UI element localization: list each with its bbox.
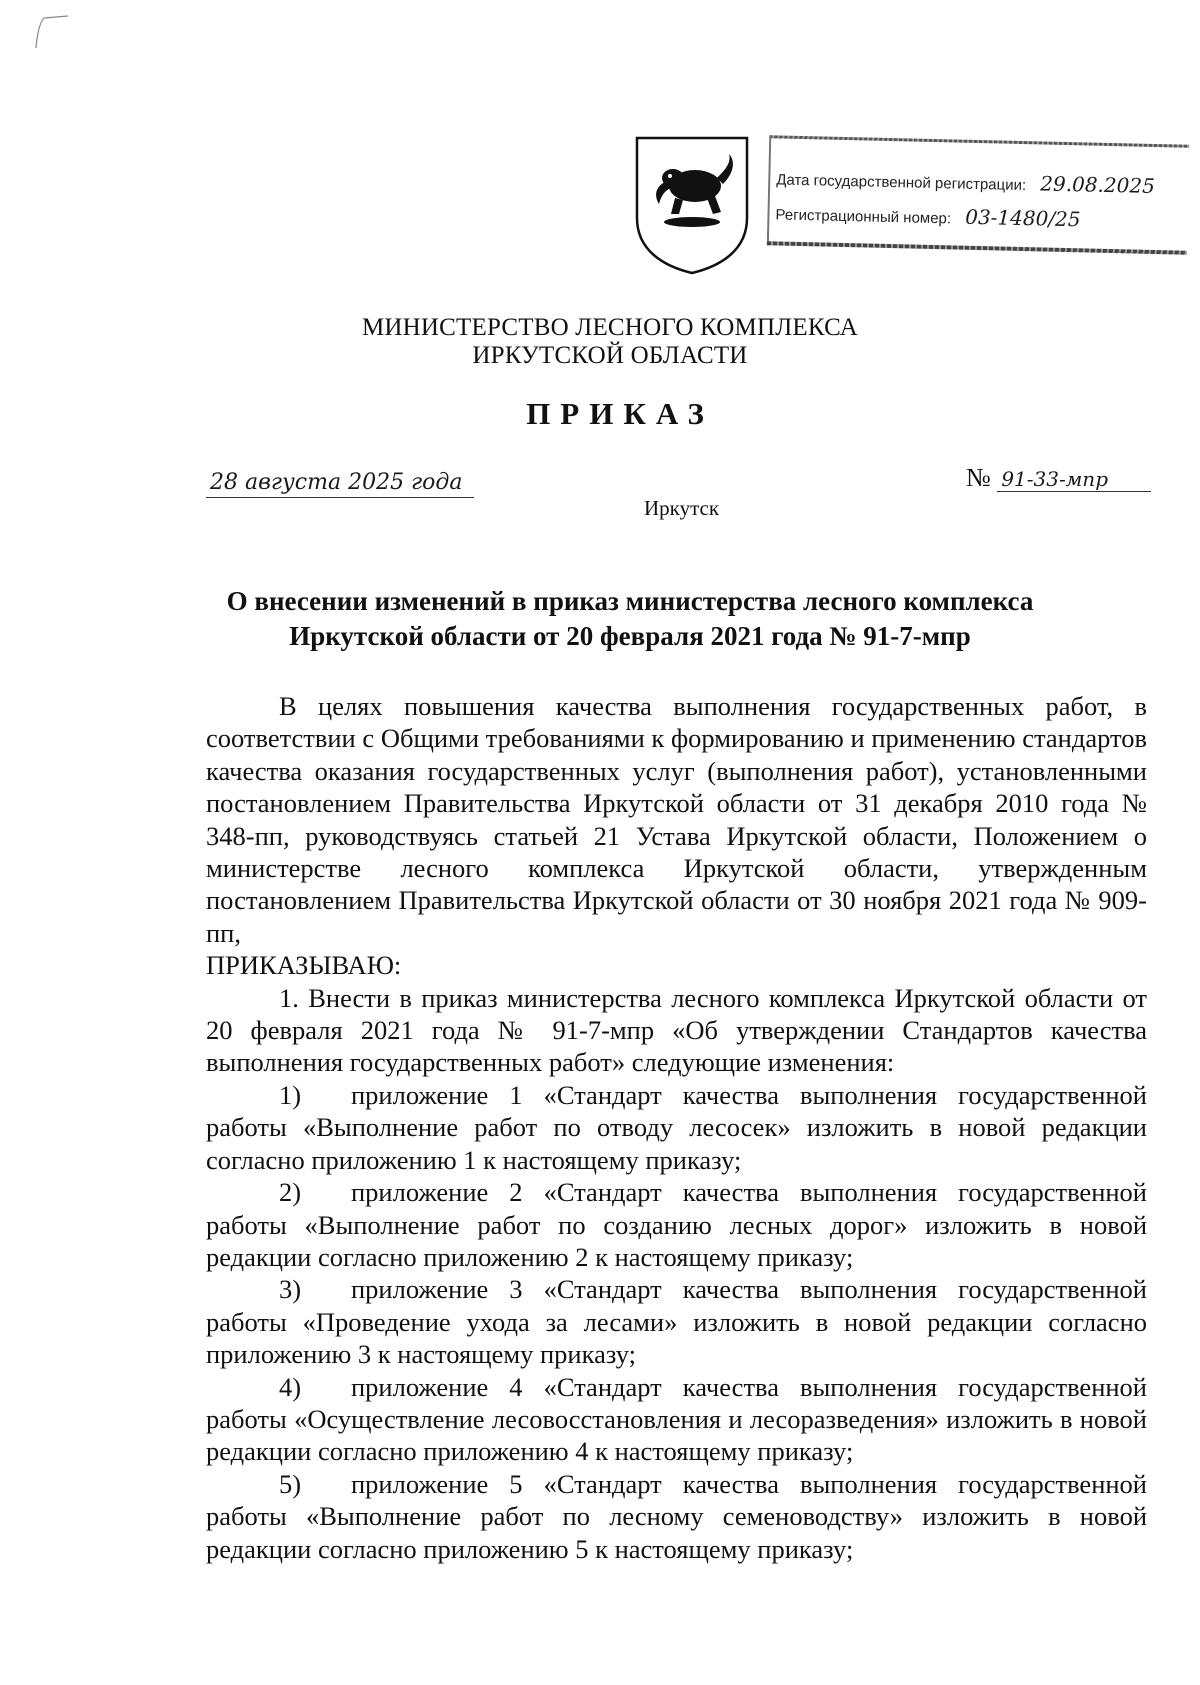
list-item-number: 5) <box>279 1468 302 1499</box>
order-title-line1: О внесении изменений в приказ министерства лесного комплекса <box>226 586 1034 616</box>
list-item <box>206 1079 1147 1176</box>
stamp-bottom-rule <box>767 241 1187 255</box>
order-number <box>966 463 1151 493</box>
ministry-name-line1: МИНИСТЕРСТВО ЛЕСНОГО КОМПЛЕКСА <box>361 314 859 341</box>
list-item <box>206 1273 1147 1370</box>
list-item-number: 3) <box>279 1274 302 1305</box>
preamble-paragraph: В целях повышения качества выполнения государственных работ, в соответствии с Общими требованиями к формированию и применению стандартов качества оказания государственных услуг (выполнения работ), установленными постановлением Правительства Иркутской области от 31 декабря 2010 года № 348-пп, руководствуясь статьей 21 Устава Иркутской области, Положением о министерстве лесного комплекса Иркутской области, утвержденным постановлением Правительства Иркутской области от 30 ноября 2021 года № 909-пп, <box>206 691 1147 948</box>
list-item-text: приложение 5 «Стандарт качества выполнения государственной работы «Выполнение работ по лесному семеноводству» изложить в новой редакции согласно приложению 5 к настоящему приказу; <box>206 1468 1147 1564</box>
ministry-name-line2: ИРКУТСКОЙ ОБЛАСТИ <box>472 342 748 369</box>
order-word: ПРИКАЗЫВАЮ: <box>206 950 402 981</box>
handwritten-date: 28 августа 2025 года <box>206 470 474 498</box>
list-item-text: приложение 2 «Стандарт качества выполнения государственной работы «Выполнение работ по созданию лесных дорог» изложить в новой редакции согласно приложению 2 к настоящему приказу; <box>206 1177 1147 1272</box>
city-name: Иркутск <box>644 496 720 520</box>
registration-number-value: 03-1480/25 <box>964 204 1081 232</box>
registration-stamp <box>767 135 1189 255</box>
list-item-number: 2) <box>279 1177 302 1208</box>
order-title-line2: Иркутской области от 20 февраля 2021 года № 91-7-мпр <box>289 621 971 651</box>
list-item <box>206 1176 1147 1273</box>
stamp-left-rule <box>767 135 771 245</box>
list-item-text: приложение 4 «Стандарт качества выполнения государственной работы «Осуществление лесовосстановления и лесоразведения» изложить в новой редакции согласно приложению 4 к настоящему приказу; <box>206 1371 1147 1467</box>
registration-number-label: Регистрационный номер: <box>775 206 952 228</box>
number-sign: № <box>966 463 991 492</box>
stamp-registration-number <box>775 200 1081 231</box>
list-item-text: приложение 3 «Стандарт качества выполнения государственной работы «Проведение ухода за лесами» изложить в новой редакции согласно приложению 3 к настоящему приказу; <box>206 1274 1147 1370</box>
list-item-number: 1) <box>279 1079 302 1110</box>
stamp-top-rule <box>769 135 1189 148</box>
scan-corner-mark <box>32 14 72 50</box>
point-1-paragraph: 1. Внести в приказ министерства лесного комплекса Иркутской области от 20 февраля 2021 года № 91-7-мпр «Об утверждении Стандартов качества выполнения государственных работ» следующие изменения: <box>206 982 1147 1078</box>
order-body <box>206 690 1147 1565</box>
registration-date-label: Дата государственной регистрации: <box>776 171 1027 195</box>
handwritten-order-number: 91-33-мпр <box>997 467 1151 492</box>
list-item-text: приложение 1 «Стандарт качества выполнения государственной работы «Выполнение работ по отводу лесосек» изложить в новой редакции согласно приложению 1 к настоящему приказу; <box>206 1079 1147 1175</box>
document-type-heading: ПРИКАЗ <box>526 396 714 431</box>
list-item-number: 4) <box>279 1371 302 1402</box>
list-item <box>206 1371 1147 1468</box>
coat-of-arms-emblem <box>631 134 753 276</box>
registration-date-value: 29.08.2025 <box>1040 171 1156 199</box>
order-title <box>180 584 1080 654</box>
stamp-registration-date <box>776 165 1155 198</box>
list-item <box>206 1468 1147 1565</box>
